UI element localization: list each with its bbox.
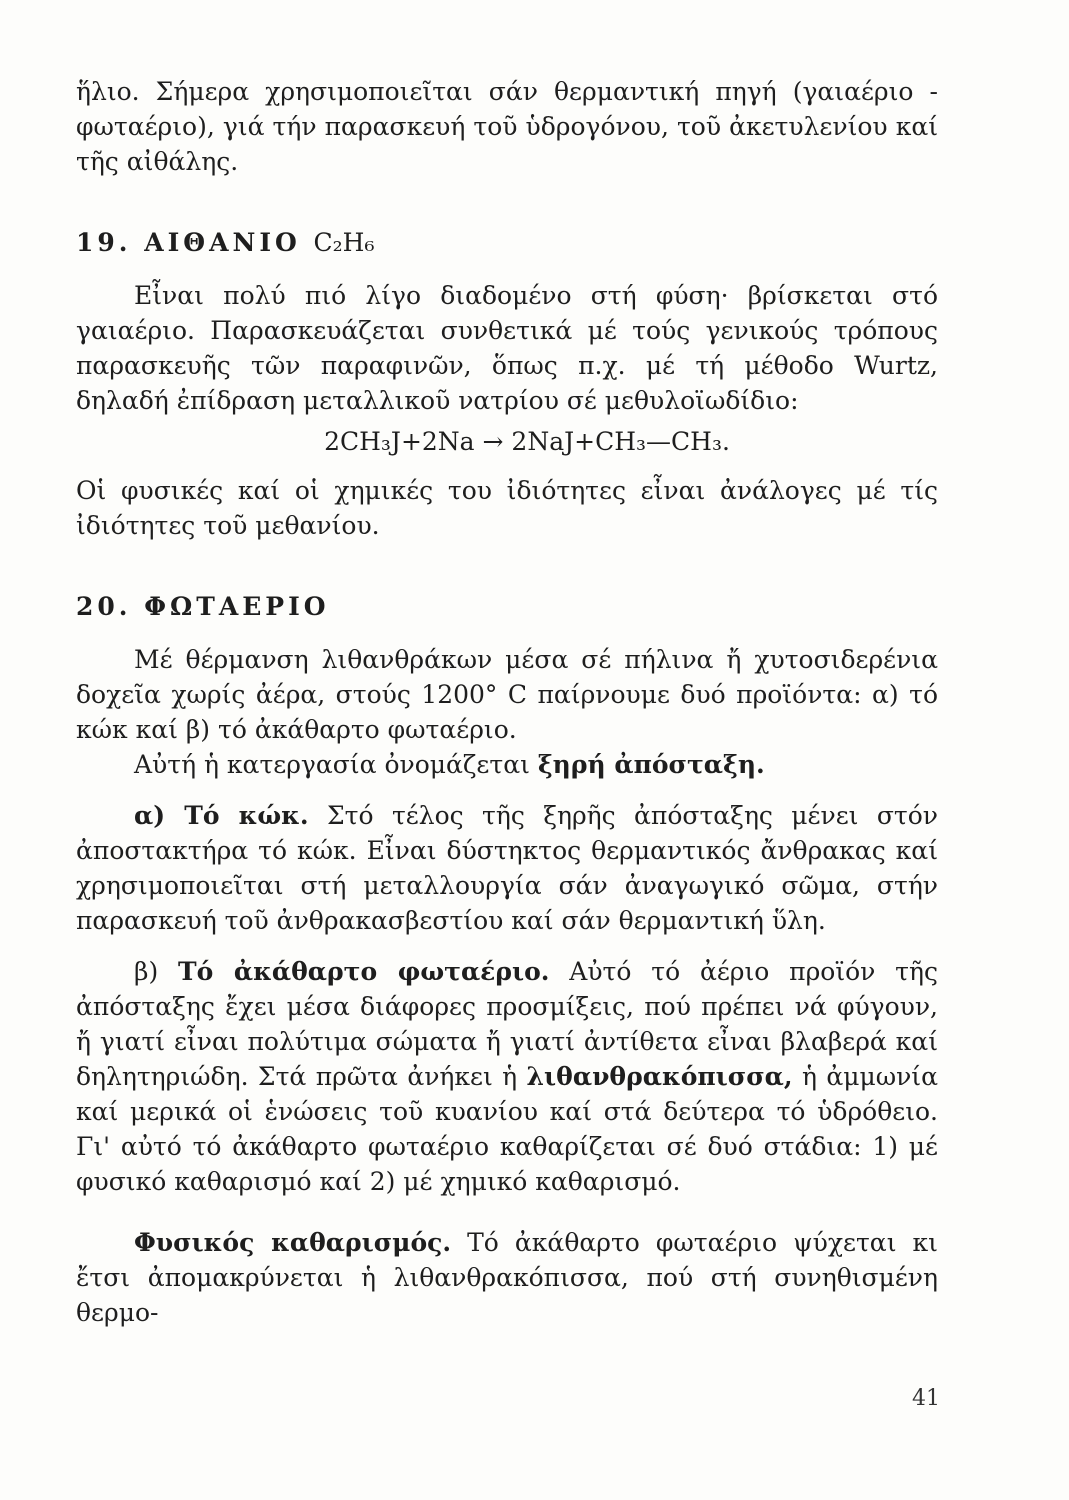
physical-purification-text: Τό ἀκάθαρτο φωταέριο ψύχεται κι ἔτσι ἀπομακρύνεται ἡ λιθανθρακόπισσα, πού στή συνηθισμένη θερμο- (76, 1228, 938, 1327)
ethane-paragraph-1: Εἶναι πολύ πιό λίγο διαδομένο στή φύση· βρίσκεται στό γαιαέριο. Παρασκευάζεται συνθετικά μέ τούς γενικούς τρόπους παρασκευῆς τῶν παραφινῶν, ὅπως π.χ. μέ τή μέθοδο Wurtz, δηλαδή ἐπίδραση μεταλλικοῦ νατρίου σέ μεθυλοϊωδίδιο: (76, 281, 938, 415)
raw-gas-label: Τό ἀκάθαρτο φωταέριο. (178, 957, 550, 986)
ethane-paragraph-2: Οἱ φυσικές καί οἱ χημικές του ἰδιότητες εἶναι ἀνάλογες μέ τίς ἰδιότητες τοῦ μεθανίου. (76, 476, 938, 540)
raw-gas-prefix: β) (134, 957, 179, 986)
section-19-heading (76, 225, 938, 260)
coke-text: Στό τέλος τῆς ξηρῆς ἀπόσταξης μένει στόν ἀποστακτήρα τό κώκ. Εἶναι δύστηκτος θερμαντικός ἄνθρακας καί χρησιμοποιεῖται στή μεταλλουργία σάν ἀναγωγικό σῶμα, στήν παρασκευή τοῦ ἀνθρακασβεστίου καί σάν θερμαντική ὕλη. (76, 801, 938, 935)
book-page (76, 74, 938, 1330)
raw-gas-text-2: ἡ ἀμμωνία καί μερικά οἱ ἑνώσεις τοῦ κυανίου καί στά δεύτερα τό ὑδρόθειο. Γι' αὐτό τό ἀκάθαρτο φωταέριο καθαρίζεται σέ δυό στάδια: 1) μέ φυσικό καθαρισμό καί 2) μέ χημικό καθαρισμό. (76, 1062, 938, 1196)
page-number: 41 (912, 1386, 940, 1411)
intro-paragraph: ἥλιο. Σήμερα χρησιμοποιεῖται σάν θερμαντική πηγή (γαιαέριο - φωταέριο), γιά τήν παρασκευή τοῦ ὑδρογόνου, τοῦ ἀκετυλενίου καί τῆς αἰθάλης. (76, 77, 938, 176)
ethane-formula: C₂H₆ (313, 228, 375, 257)
coal-gas-paragraph-1: Μέ θέρμανση λιθανθράκων μέσα σέ πήλινα ἤ χυτοσιδερένια δοχεῖα χωρίς ἀέρα, στούς 1200° C παίρνουμε δυό προϊόντα: α) τό κώκ καί β) τό ἀκάθαρτο φωταέριο. (76, 645, 938, 744)
coke-label: α) Τό κώκ. (134, 801, 309, 830)
section-20-heading: 20. ΦΩΤΑΕΡΙΟ (76, 592, 330, 621)
coal-tar-term: λιθανθρακόπισσα, (526, 1062, 793, 1091)
dry-distillation-term: ξηρή ἀπόσταξη. (537, 750, 765, 779)
physical-purification-paragraph (76, 1225, 938, 1330)
section-19-title: 19. ΑΙΘΑΝΙΟ (76, 228, 301, 257)
dry-distillation-text: Αὐτή ἡ κατεργασία ὀνομάζεται (134, 750, 538, 779)
wurtz-equation: 2CH₃J+2Na → 2NaJ+CH₃—CH₃. (324, 427, 730, 456)
coke-paragraph (76, 798, 938, 938)
dry-distillation-paragraph (76, 747, 938, 782)
raw-gas-paragraph (76, 954, 938, 1199)
raw-gas-text-1: Αὐτό τό ἀέριο προϊόν τῆς ἀπόσταξης ἔχει μέσα διάφορες προσμίξεις, πού πρέπει νά φύγουν, ἤ γιατί εἶναι πολύτιμα σώματα ἤ γιατί ἀντίθετα εἶναι βλαβερά καί δηλητηριώδη. Στά πρῶτα ἀνήκει ἡ (76, 957, 938, 1091)
physical-purification-label: Φυσικός καθαρισμός. (134, 1228, 452, 1257)
